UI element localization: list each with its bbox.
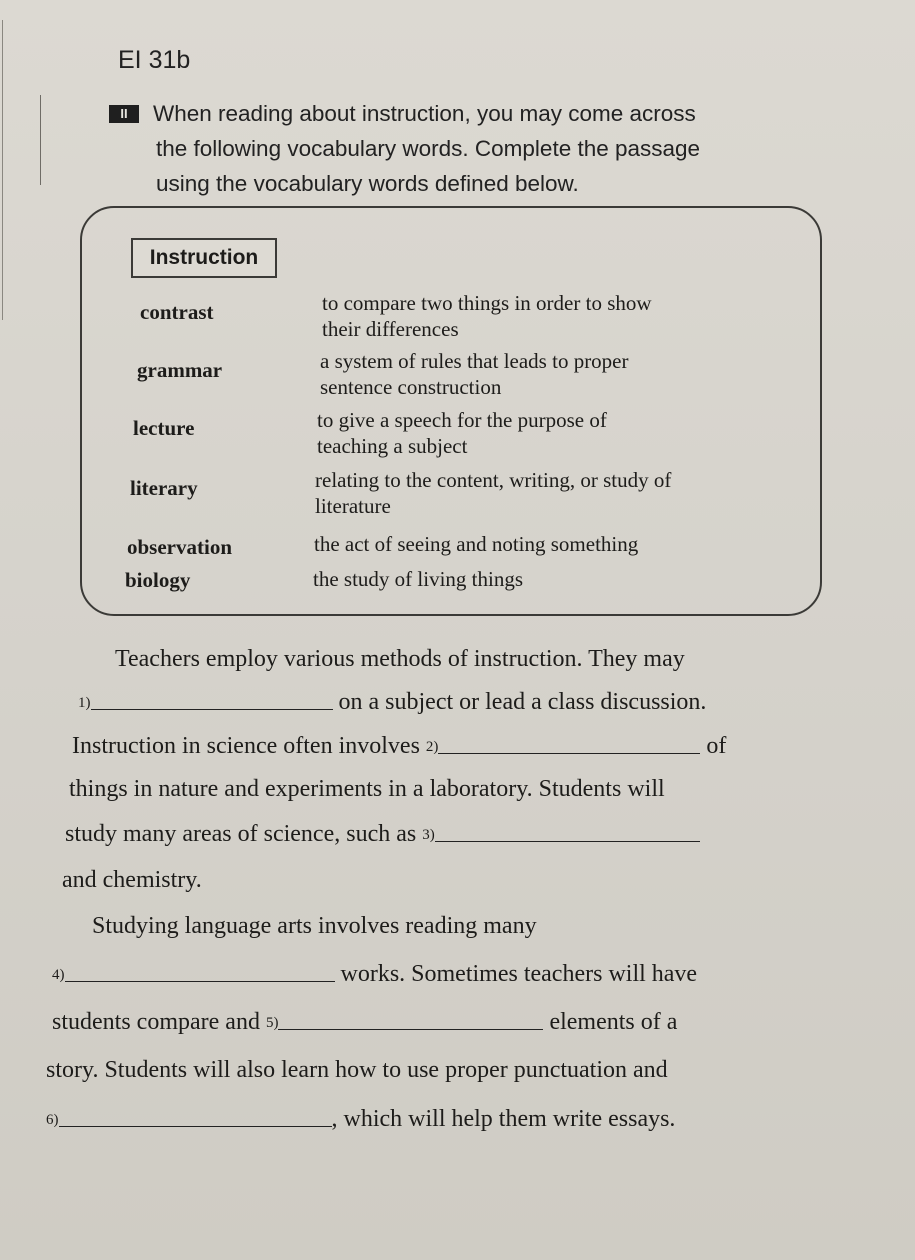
blank-number: 5) (265, 1015, 279, 1031)
blank-number: 6) (46, 1112, 59, 1128)
vocab-definition-line: to compare two things in order to show (322, 291, 652, 315)
vocab-definition-line: to give a speech for the purpose of (317, 408, 607, 432)
answer-blank-5[interactable] (278, 1009, 543, 1030)
answer-blank-6[interactable] (59, 1106, 332, 1127)
vocab-term: grammar (137, 358, 223, 382)
passage-line (52, 961, 697, 988)
blank-number: 2) (425, 739, 439, 755)
passage-text: Instruction in science often involves (72, 733, 420, 759)
vocab-definition-line: literature (315, 494, 391, 518)
blank-number: 4) (52, 967, 65, 983)
passage-line: Teachers employ various methods of instruction. They may (115, 646, 685, 672)
vocab-definition-line: a system of rules that leads to proper (320, 349, 629, 373)
instructions-line-2: the following vocabulary words. Complete the passage (156, 136, 701, 161)
vocab-definition-line: teaching a subject (317, 434, 468, 458)
passage-text: , which will help them write essays. (331, 1106, 676, 1132)
vocab-term: literary (130, 476, 198, 500)
instructions-line-1 (109, 96, 809, 131)
vocab-term: biology (125, 568, 191, 592)
passage-line (72, 733, 726, 760)
vocab-definition-line: sentence construction (320, 375, 502, 399)
passage-line: Studying language arts involves reading many (92, 913, 537, 939)
answer-blank-1[interactable] (91, 689, 333, 710)
vocab-term: observation (127, 535, 232, 559)
vocab-definition (320, 348, 629, 400)
vocab-definition (322, 290, 652, 342)
vocab-definition-line: the act of seeing and noting something (314, 532, 639, 556)
vocab-definition (315, 467, 671, 519)
vocab-definition-line: relating to the content, writing, or study of (315, 468, 672, 492)
blank-number: 1) (78, 695, 91, 711)
vocab-definition (313, 566, 523, 592)
answer-blank-4[interactable] (65, 961, 335, 982)
passage-text: students compare and (52, 1009, 260, 1035)
margin-line (2, 20, 3, 320)
passage-line: and chemistry. (62, 867, 202, 893)
vocab-term: lecture (133, 416, 195, 440)
passage-text: study many areas of science, such as (65, 821, 417, 847)
blank-number: 3) (422, 827, 435, 843)
passage-text: on a subject or lead a class discussion. (338, 689, 707, 715)
vocab-definition-line: their differences (322, 317, 459, 341)
instructions-line-3: using the vocabulary words defined below. (156, 171, 579, 196)
instructions-text-1: When reading about instruction, you may come across (153, 101, 696, 126)
passage-line (78, 689, 706, 716)
vocab-definition (314, 531, 638, 557)
passage-line: story. Students will also learn how to use proper punctuation and (46, 1057, 668, 1083)
passage-line (46, 1106, 675, 1133)
passage-text: elements of a (549, 1009, 678, 1035)
worksheet-code: EI 31b (118, 46, 191, 74)
vocab-definition-line: the study of living things (313, 567, 523, 591)
passage-line: things in nature and experiments in a laboratory. Students will (69, 776, 665, 802)
passage-line (52, 1009, 677, 1036)
passage-text: of (706, 733, 727, 759)
vocab-definition (317, 407, 607, 459)
vocab-term: contrast (140, 300, 214, 324)
answer-blank-2[interactable] (438, 733, 700, 754)
passage-line (65, 821, 700, 848)
section-mark: II (109, 105, 139, 123)
vocabulary-box-title: Instruction (131, 238, 277, 278)
answer-blank-3[interactable] (435, 821, 700, 842)
passage-text: works. Sometimes teachers will have (340, 961, 698, 987)
margin-tick (40, 95, 41, 185)
instructions (109, 96, 809, 201)
